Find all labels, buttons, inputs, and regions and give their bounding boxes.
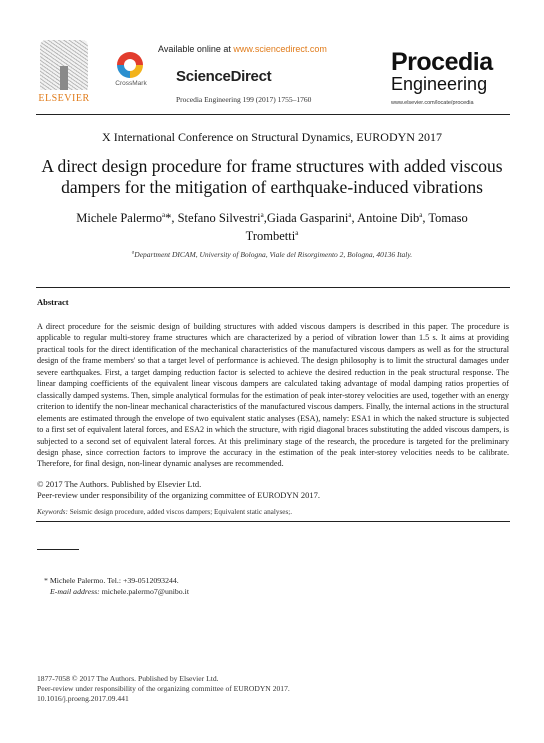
author-name: Stefano Silvestri — [177, 211, 261, 226]
procedia-engineering-logo — [391, 50, 521, 106]
affiliation-mark: a — [131, 250, 135, 256]
corresponding-author-footnote: * Michele Palermo. Tel.: +39-0512093244. — [44, 576, 179, 585]
crossmark-badge[interactable] — [113, 52, 149, 92]
header-divider — [36, 114, 510, 115]
abstract-body: A direct procedure for the seismic design of building structures with added viscous dampers is described in this paper. The procedure is applicable to regular multi-storey frame structures which are characterized by a period of vibration lower than 1.5 s. It aims at providing practical tools for the direct identification of the mechanical characteristics of the manufactured viscous dampers as well as for the structural design of the frame members' so that a target level of performance is achieved. The design philosophy is to limit the structural damages under severe earthquakes. First, a target damping reduction factor is selected to achieve the desired reduction in the peak structural response. The linear damping coefficients of the equivalent linear viscous dampers are calculated taking advantage of modal damping ratios properties of classically damped systems. Then, simple analytical formulas for the estimation of peak inter-storey velocities are used, together with an energy criterion to identify the non-linear mechanical characteristics of the manufactured viscous dampers. Finally, the internal actions in the structural elements are estimated through the envelope of two equivalent static analyses (ESA), namely: ESA1 in which the naked structure is subjected to a first set of equivalent lateral forces, and ESA2 in which the structure, with rigid diagonal braces substituting the added viscous dampers, is subjected to a second set of equivalent lateral forces. At this preliminary stage of the research, the procedure is targeted for the preliminary design phase, since correction factors to improve the accuracy in the estimation of the peak inter-storey velocities needs to be calibrate. Therefore, for final design, non-linear dynamic analyses are recommended. — [37, 322, 509, 469]
author-name: Tomaso Trombetti — [245, 211, 468, 244]
paper-title: A direct design procedure for frame structures with added viscous dampers for the mitigation of earthquake-induced vibrations — [41, 156, 503, 197]
conference-name: X International Conference on Structural Dynamics, EURODYN 2017 — [102, 130, 442, 144]
doi-link[interactable]: 10.1016/j.proeng.2017.09.441 — [37, 694, 129, 703]
affiliation-mark: a — [260, 211, 264, 219]
affiliation-mark: a — [161, 211, 166, 219]
affiliation-mark: a — [348, 211, 352, 219]
email-address[interactable]: michele.palermo7@unibo.it — [99, 587, 189, 596]
issn-line: 1877-7058 © 2017 The Authors. Published by Elsevier Ltd. — [37, 674, 219, 683]
peer-review-notice: Peer-review under responsibility of the organizing committee of EURODYN 2017. — [37, 490, 320, 500]
keywords — [37, 508, 292, 516]
corresponding-mark: * — [165, 211, 172, 226]
elsevier-wordmark: ELSEVIER — [38, 93, 90, 104]
abstract-divider-top — [36, 287, 510, 288]
keywords-label: Keywords: — [37, 508, 68, 516]
affiliation-mark: a — [295, 229, 299, 238]
engineering-wordmark: Engineering — [391, 74, 488, 94]
author-name: Antoine Dib — [357, 211, 420, 226]
footer-peer-review: Peer-review under responsibility of the organizing committee of EURODYN 2017. — [37, 684, 290, 693]
keywords-text: Seismic design procedure, added viscos dampers; Equivalent static analyses;. — [67, 508, 293, 516]
sciencedirect-link[interactable]: www.sciencedirect.com — [233, 44, 327, 54]
available-online-text — [158, 44, 327, 54]
author-name: Michele Palermo — [76, 211, 162, 226]
available-prefix: Available online at — [158, 44, 234, 54]
elsevier-logo — [36, 40, 92, 106]
elsevier-trunk-icon — [60, 66, 68, 90]
copyright-notice: © 2017 The Authors. Published by Elsevier Ltd. — [37, 479, 202, 489]
abstract-heading: Abstract — [37, 297, 69, 307]
journal-reference: Procedia Engineering 199 (2017) 1755–1760 — [176, 95, 312, 104]
footnote-divider — [37, 549, 79, 550]
affiliation-mark: a — [419, 211, 423, 219]
author-list: Michele Palermo$^a$*, Stefano Silvestri$^a$,Giada Gasparini$^a$, Antoine Dib$^a$, Tomaso Trombetti$^a$ — [76, 211, 468, 244]
crossmark-label: CrossMark — [115, 80, 147, 87]
affiliation-text: Department DICAM, University of Bologna, Viale del Risorgimento 2, Bologna, 40136 Italy. — [134, 250, 413, 259]
email-label: E-mail address: — [50, 587, 100, 596]
procedia-wordmark: Procedia — [391, 48, 493, 76]
abstract-divider-bottom — [36, 521, 510, 522]
email-footnote — [50, 587, 189, 596]
affiliation — [0, 250, 544, 259]
author-name: Giada Gasparini — [266, 211, 349, 226]
journal-url[interactable]: www.elsevier.com/locate/procedia — [391, 100, 474, 106]
sciencedirect-logo: ScienceDirect — [176, 68, 272, 85]
